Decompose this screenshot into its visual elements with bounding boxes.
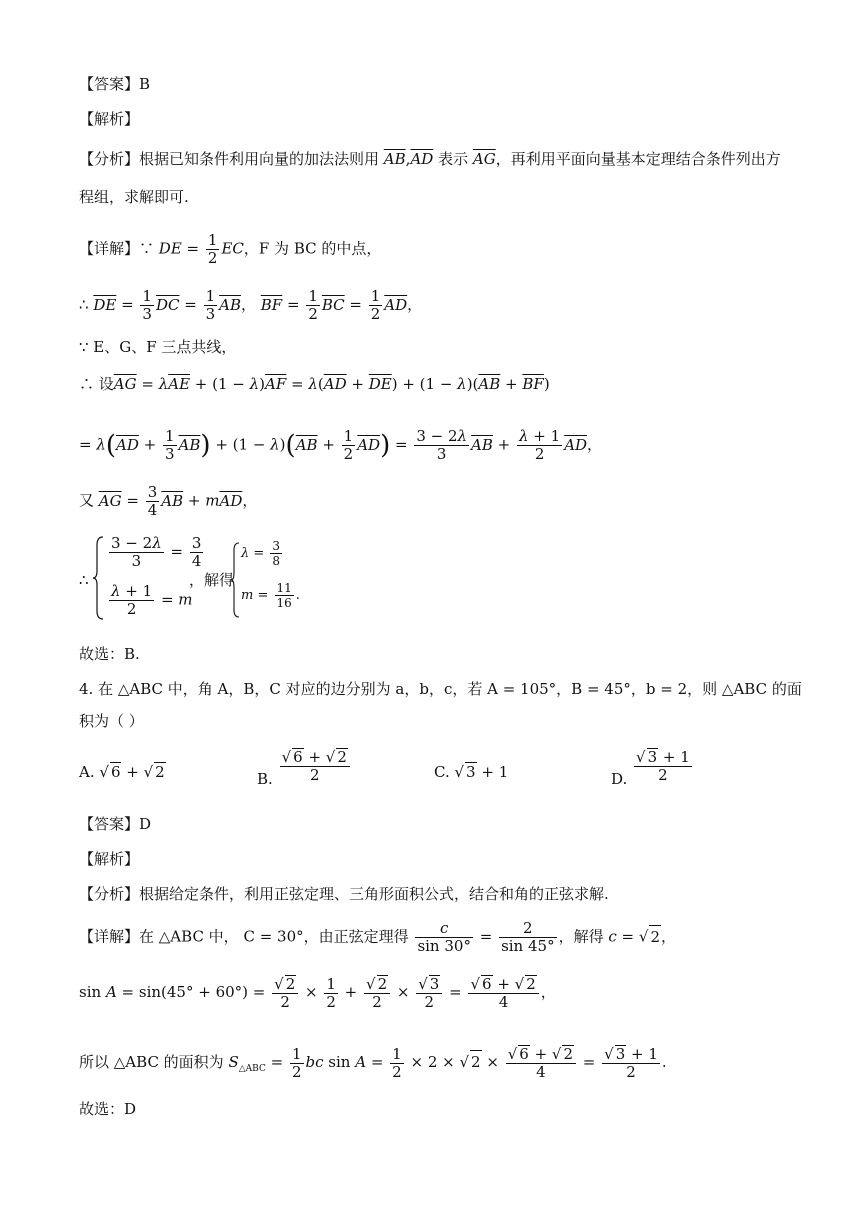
analysis-line-q3 [79,148,781,170]
option-c-label: C. [434,763,450,781]
vector-ab: $\overline{AB}$ [383,150,406,168]
detail-line1-q3: 【详解】∵ DE = $\frac{1}{2}$ EC，F 为 BC 的中点， [79,231,382,267]
option-d-label: D. [611,770,628,788]
analysis-text: 【分析】根据已知条件利用向量的加法法则用 [79,150,380,168]
represent-text: 表示 [438,150,469,168]
analysis-line-q4: 【分析】根据给定条件，利用正弦定理、三角形面积公式，结合和角的正弦求解. [79,885,609,903]
comma: , [405,150,411,168]
again-text: 又 [79,491,95,510]
q4-stem-line1: 4. 在 △ABC 中，角 A，B，C 对应的边分别为 a，b，c，若 A = 105°，B = 45°，b = 2，则 △ABC 的面 [79,680,802,698]
sin-a-line: sin A = sin(45° + 60°) = $\frac{√ 2}{2}$ × $\frac{1}{2}$ + $\frac{√ 2}{2}$ × $\frac{√ 3}{2}$ = $\frac{√ 6 + √ 2}{4}$ ， [79,974,556,1011]
option-a-label: A. [79,763,95,781]
analysis-line2-q3: 程组，求解即可. [79,188,189,206]
detail-line1-q4: 【详解】在 △ABC 中， C = 30°，由正弦定理得 $\frac{c}{\sin 30^\circ}$ = $\frac{2}{\sin 45^\circ}$ ，解得 c = √ 2， [79,919,677,955]
let-text: ∴ 设 [79,375,114,393]
collinear-line: ∵ E、G、F 三点共线， [79,338,237,356]
area-line: 所以 △ABC 的面积为 $S_{\triangle ABC}$ = $\frac{1}{2}$ bc sin A = $\frac{1}{2}$ × 2 × √ 2 × $\frac{√ 6 + √ 2}{4}$ = $\frac{√ 3 + 1}{2}$ . [79,1044,667,1081]
q4-stem-line2: 积为（ ） [79,712,144,730]
analysis-label-q3: 【解析】 [79,110,140,128]
answer-q4: 【答案】D [79,815,152,833]
vector-ad: $\overline{AD}$ [410,150,434,168]
solve-text-q4: ，解得 [558,927,604,946]
detail-label-q4: 【详解】在 △ABC 中， [79,927,239,946]
option-b-label: B. [257,770,273,788]
let-line: ∴ 设$\overline{AG} = \lambda\overline{AE} + (1 - \lambda)\overline{AF} = \lambda(\overline{AD} + \overline{DE}) + (1 - \lambda)(\overline{AB} + \overline{BF})$ [79,375,550,393]
option-c[interactable]: C. √ 3 + 1 [434,763,509,781]
detail-line2-q3: ∴ $\overline{DE}$ = $\frac{1}{3}$ $\overline{DC}$ = $\frac{1}{3}$ $\overline{AB}$， $\overline{BF}$ = $\frac{1}{2}$ $\overline{BC}$ = $\frac{1}{2}$ $\overline{AD}$， [79,287,423,323]
again-line: 又 $\overline{AG}$ = $\frac{3}{4}$ $\overline{AB} + m\overline{AD}$， [79,483,258,519]
detail-f-text: ，F 为 BC 的中点， [243,239,382,258]
left-brace [93,535,105,621]
analysis-label-q4: 【解析】 [79,850,140,868]
choice-q3: 故选：B. [79,645,140,663]
expand-line: = $\lambda(\overline{AD}$ + $\frac{1}{3}$ $\overline{AB}) + (1 - \lambda)(\overline{AB}$ + $\frac{1}{2}$ $\overline{AD}$) = $\frac{3 - 2\lambda}{3}$ $\overline{AB}$ + $\frac{\lambda + 1}{2}$ $\overline{AD}$， [79,427,603,463]
area-intro: 所以 △ABC 的面积为 [79,1053,224,1071]
choice-q4: 故选：D [79,1100,137,1118]
sine-law-text: ，由正弦定理得 [303,927,409,946]
angle-c: C = 30° [243,927,304,946]
option-a[interactable]: A. √ 6 + √ 2 [79,763,165,781]
option-d[interactable]: D. $\frac{√ 3 + 1}{2}$ [611,748,690,788]
answer-q3: 【答案】B [79,75,151,93]
vector-ag: $\overline{AG}$ [472,150,496,168]
option-b[interactable]: B. $\frac{√ 6 + √ 2}{2}$ [257,748,352,784]
analysis-rest: ，再利用平面向量基本定理结合条件列出方 [495,150,781,168]
fraction: $\frac{1}{2}$ [207,231,218,267]
right-brace [231,541,241,619]
solve-text: ，解得 [189,571,235,589]
detail-label: 【详解】 [79,239,140,258]
